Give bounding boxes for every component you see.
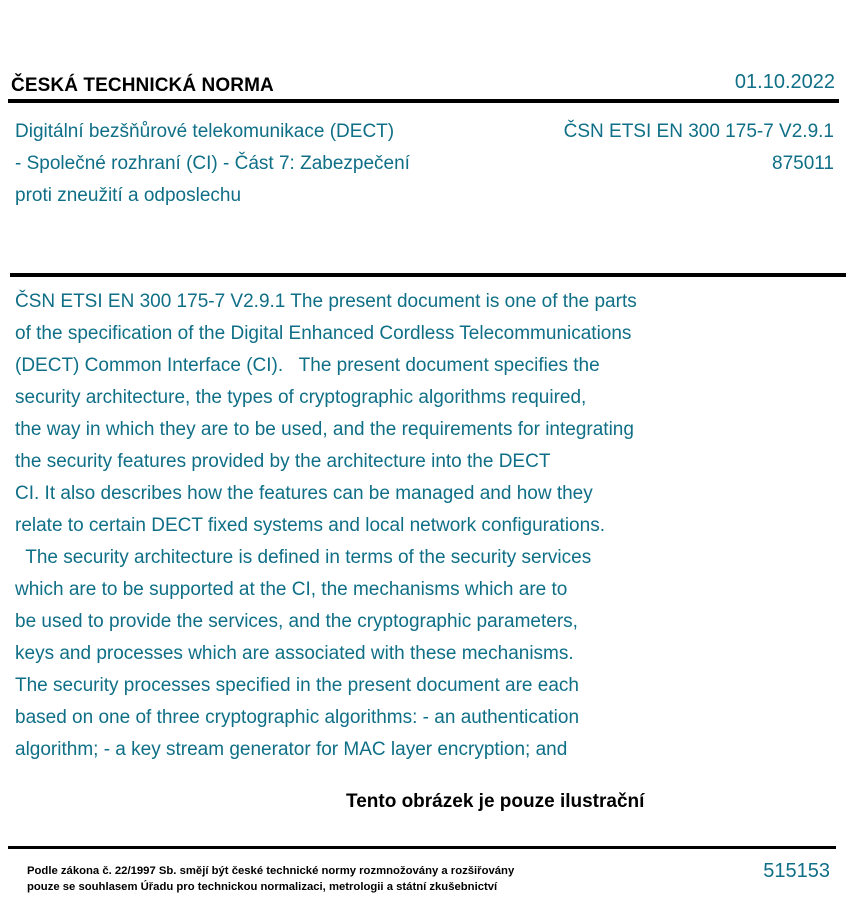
abstract-line: ČSN ETSI EN 300 175-7 V2.9.1 The present document is one of the parts — [15, 291, 637, 312]
legal-notice-line: pouze se souhlasem Úřadu pro technickou normalizaci, metrologii a státní zkušebnictví — [27, 881, 498, 893]
illustration-note: Tento obrázek je pouze ilustrační — [346, 791, 645, 812]
abstract-line: relate to certain DECT fixed systems and local network configurations. — [15, 515, 605, 536]
abstract-line: security architecture, the types of cryptographic algorithms required, — [15, 387, 587, 408]
header-divider — [8, 99, 839, 103]
abstract-line: CI. It also describes how the features can be managed and how they — [15, 483, 593, 504]
abstract-line: of the specification of the Digital Enhanced Cordless Telecommunications — [15, 323, 632, 344]
abstract-line: algorithm; - a key stream generator for MAC layer encryption; and — [15, 739, 568, 760]
abstract-line: The security processes specified in the present document are each — [15, 675, 579, 696]
standard-code: ČSN ETSI EN 300 175-7 V2.9.1 — [563, 121, 834, 142]
footer-divider — [8, 846, 836, 849]
document-title-line: Digitální bezšňůrové telekomunikace (DECT) — [15, 121, 395, 142]
abstract-line: The security architecture is defined in terms of the security services — [15, 547, 592, 568]
abstract-line: be used to provide the services, and the cryptographic parameters, — [15, 611, 578, 632]
abstract-line: the way in which they are to be used, and the requirements for integrating — [15, 419, 634, 440]
abstract-line: the security features provided by the architecture into the DECT — [15, 451, 551, 472]
section-divider — [10, 273, 846, 277]
legal-notice — [27, 863, 514, 895]
document-title — [15, 116, 485, 212]
document-title-line: proti zneužití a odposlechu — [15, 185, 242, 206]
norm-label: ČESKÁ TECHNICKÁ NORMA — [11, 75, 274, 96]
abstract-line: keys and processes which are associated with these mechanisms. — [15, 643, 574, 664]
class-number: 875011 — [772, 153, 834, 174]
document-id: 515153 — [763, 860, 830, 882]
document-code-block — [564, 116, 834, 180]
document-title-line: - Společné rozhraní (CI) - Část 7: Zabezpečení — [15, 153, 410, 174]
abstract-line: which are to be supported at the CI, the mechanisms which are to — [15, 579, 568, 600]
legal-notice-line: Podle zákona č. 22/1997 Sb. smějí být české technické normy rozmnožovány a rozšiřovány — [27, 865, 515, 877]
abstract-text — [15, 286, 735, 766]
abstract-line: based on one of three cryptographic algorithms: - an authentication — [15, 707, 580, 728]
abstract-line: (DECT) Common Interface (CI). The present document specifies the — [15, 355, 600, 376]
publication-date: 01.10.2022 — [734, 71, 835, 93]
